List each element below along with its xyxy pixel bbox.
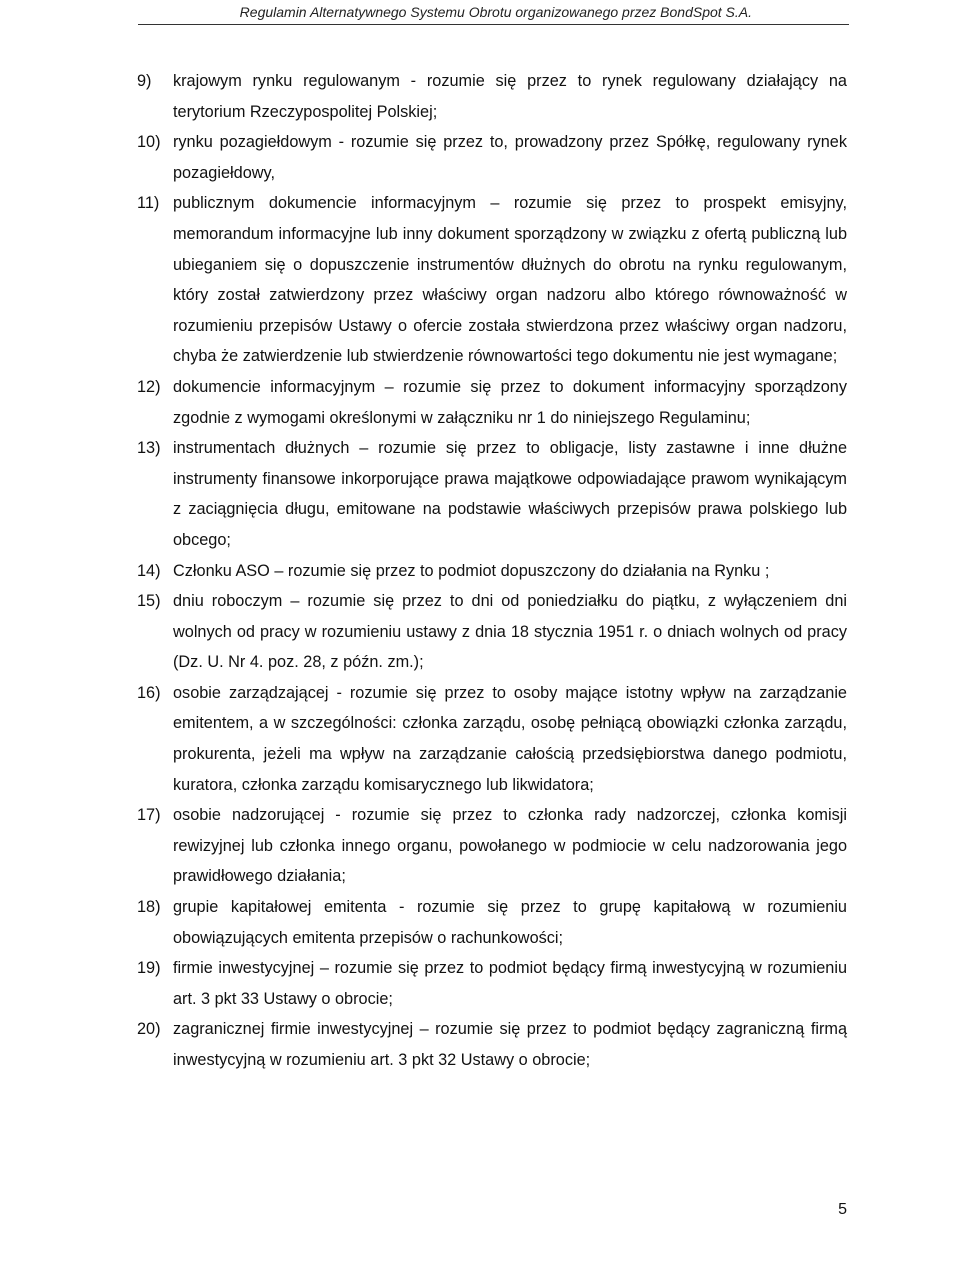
list-item — [137, 188, 847, 372]
header-title: Regulamin Alternatywnego Systemu Obrotu organizowanego przez BondSpot S.A. — [239, 4, 752, 20]
list-item — [137, 556, 847, 587]
list-item — [137, 678, 847, 800]
item-text: Członku ASO – rozumie się przez to podmiot dopuszczony do działania na Rynku ; — [173, 561, 770, 580]
item-text: instrumentach dłużnych – rozumie się przez to obligacje, listy zastawne i inne dłużne instrumenty finansowe inkorporujące prawa majątkowe odpowiadające prawom wynikającym z zaciągnięcia długu, emitowane na podstawie właściwych przepisów prawa polskiego lub obcego; — [173, 439, 847, 549]
item-number: 18) — [137, 898, 161, 917]
list-item — [137, 800, 847, 892]
list-item — [137, 372, 847, 433]
list-item — [137, 433, 847, 555]
item-number: 19) — [137, 959, 161, 978]
item-number: 10) — [137, 133, 161, 152]
item-text: dokumencie informacyjnym – rozumie się przez to dokument informacyjny sporządzony zgodnie z wymogami określonymi w załączniku nr 1 do niniejszego Regulaminu; — [173, 377, 847, 427]
list-item — [137, 892, 847, 953]
item-text: rynku pozagiełdowym - rozumie się przez to, prowadzony przez Spółkę, regulowany rynek pozagiełdowy, — [173, 133, 847, 182]
list-item — [137, 127, 847, 188]
item-text: krajowym rynku regulowanym - rozumie się przez to rynek regulowany działający na terytorium Rzeczypospolitej Polskiej; — [173, 72, 847, 121]
item-text: osobie nadzorującej - rozumie się przez to członka rady nadzorczej, członka komisji rewizyjnej lub członka innego organu, powołanego w podmiocie w celu nadzorowania jego prawidłowego działania; — [173, 806, 847, 886]
item-number: 13) — [137, 439, 161, 458]
item-text: firmie inwestycyjnej – rozumie się przez to podmiot będący firmą inwestycyjną w rozumieniu art. 3 pkt 33 Ustawy o obrocie; — [173, 959, 847, 1008]
list-item — [137, 953, 847, 1014]
item-text: dniu roboczym – rozumie się przez to dni od poniedziałku do piątku, z wyłączeniem dni wolnych od pracy w rozumieniu ustawy z dnia 18 stycznia 1951 r. o dniach wolnych od pracy (Dz. U. Nr 4. poz. 28, z późn. zm.); — [173, 592, 847, 672]
list-item — [137, 1014, 847, 1075]
item-text: zagranicznej firmie inwestycyjnej – rozumie się przez to podmiot będący zagraniczną firmą inwestycyjną w rozumieniu art. 3 pkt 32 Ustawy o obrocie; — [173, 1020, 847, 1069]
page-header — [0, 0, 960, 34]
item-number: 12) — [137, 377, 161, 396]
item-number: 15) — [137, 592, 161, 611]
item-text: osobie zarządzającej - rozumie się przez to osoby mające istotny wpływ na zarządzanie emitentem, a w szczególności: członka zarządu, osobę pełniącą obowiązki członka zarządu, prokurenta, jeżeli ma wpływ na zarządzanie całością przedsiębiorstwa danego podmiotu, kuratora, członka zarządu komisarycznego lub likwidatora; — [173, 683, 847, 794]
definitions-list — [137, 66, 847, 1076]
item-number: 9) — [137, 72, 152, 90]
page-number: 5 — [838, 1201, 847, 1218]
header-divider — [138, 24, 849, 25]
item-number: 17) — [137, 806, 161, 825]
item-number: 20) — [137, 1020, 161, 1039]
item-text: grupie kapitałowej emitenta - rozumie się przez to grupę kapitałową w rozumieniu obowiązujących emitenta przepisów o rachunkowości; — [173, 898, 847, 947]
list-item — [137, 66, 847, 127]
item-number: 11) — [137, 194, 160, 213]
item-number: 16) — [137, 683, 161, 702]
list-item — [137, 586, 847, 678]
item-number: 14) — [137, 561, 161, 580]
item-text: publicznym dokumencie informacyjnym – rozumie się przez to prospekt emisyjny, memorandum informacyjne lub inny dokument sporządzony w związku z ofertą publiczną lub ubieganiem się o dopuszczenie instrumentów dłużnych do obrotu na rynku regulowanym, który został zatwierdzony przez właściwy organ nadzoru albo którego równoważność w rozumieniu przepisów Ustawy o ofercie została stwierdzona przez właściwy organ nadzoru, chyba że zatwierdzenie lub stwierdzenie równowartości tego dokumentu nie jest wymagane; — [173, 194, 847, 366]
